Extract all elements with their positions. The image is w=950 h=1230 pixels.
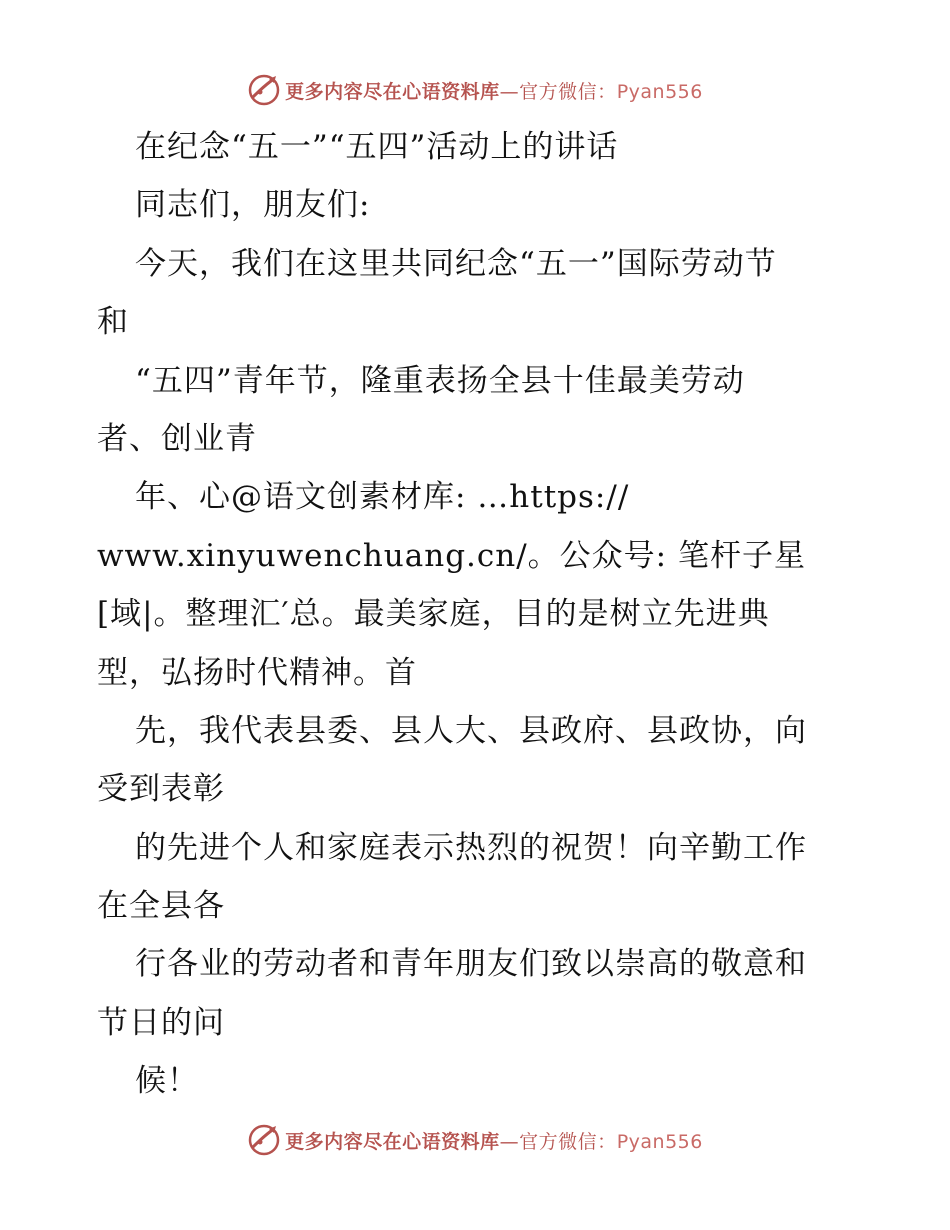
text-line: 的先进个人和家庭表示热烈的祝贺！向辛勤工作 <box>135 829 807 866</box>
footer-banner-separator: — <box>499 1130 520 1153</box>
text-line: 在全县各 <box>97 888 225 925</box>
footer-banner <box>0 1120 950 1160</box>
text-line: “五四”青年节，隆重表扬全县十佳最美劳动 <box>135 362 745 399</box>
text-line: 节日的问 <box>97 1004 225 1041</box>
footer-banner-text <box>285 1127 703 1154</box>
pen-logo-icon <box>247 1123 281 1157</box>
header-banner-separator: — <box>499 80 520 103</box>
text-line: 先，我代表县委、县人大、县政府、县政协，向 <box>135 712 807 749</box>
text-line: 和 <box>97 304 129 341</box>
pen-logo-icon <box>247 73 281 107</box>
text-line: www.xinyuwenchuang.cn/。公众号: 笔杆子星 <box>97 537 806 574</box>
text-line: [域|。整理汇′总。最美家庭，目的是树立先进典 <box>97 596 770 633</box>
header-banner-main: 更多内容尽在心语资料库 <box>285 80 500 103</box>
text-line: 者、创业青 <box>97 420 257 457</box>
header-banner-text <box>285 77 703 104</box>
footer-banner-wechat-id: Pyan556 <box>616 1130 703 1153</box>
text-line: 在纪念“五一”“五四”活动上的讲话 <box>135 129 619 165</box>
speech-body <box>97 118 887 1111</box>
text-line: 今天，我们在这里共同纪念“五一”国际劳动节 <box>135 245 777 282</box>
footer-banner-main: 更多内容尽在心语资料库 <box>285 1130 500 1153</box>
footer-banner-wechat-label: 官方微信： <box>519 1130 617 1153</box>
text-line: 行各业的劳动者和青年朋友们致以崇高的敬意和 <box>135 946 807 983</box>
text-line: 受到表彰 <box>97 771 225 808</box>
text-line: 候！ <box>135 1063 199 1100</box>
header-banner-wechat-label: 官方微信： <box>519 80 617 103</box>
header-banner-wechat-id: Pyan556 <box>616 80 703 103</box>
text-line: 同志们，朋友们: <box>135 187 371 224</box>
header-banner <box>0 70 950 110</box>
text-line: 年、心@语文创素材库: …https:// <box>135 479 630 516</box>
text-line: 型，弘扬时代精神。首 <box>97 654 417 691</box>
